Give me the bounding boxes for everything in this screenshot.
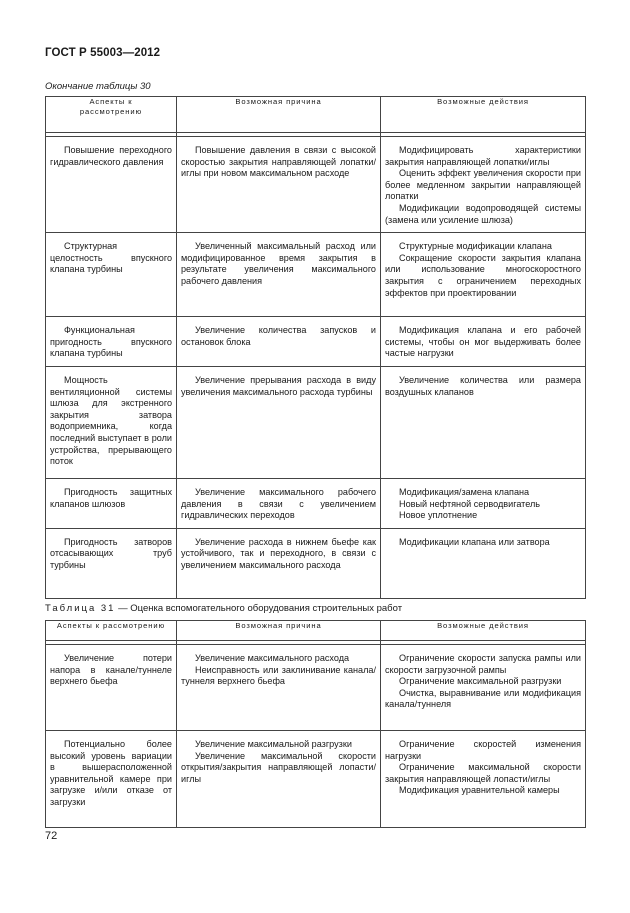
cell-cause xyxy=(177,645,381,731)
table-31 xyxy=(45,620,586,828)
action-text: Структурные модификации клапана xyxy=(399,241,552,252)
action-text: Ограничение максимальной скорости закрытия направляющей лопасти/иглы xyxy=(385,762,581,784)
cell-cause xyxy=(177,528,381,598)
action-text: Модификации клапана или затвора xyxy=(399,536,550,547)
action-text: Оценить эффект увеличения скорости при более медленном закрытии направляющей лопатки xyxy=(385,168,581,202)
action-text: Модификация/замена клапана xyxy=(399,486,530,497)
page-number: 72 xyxy=(45,830,58,842)
table-30 xyxy=(45,96,586,599)
table-row xyxy=(46,478,586,528)
cell-action xyxy=(381,366,586,478)
action-text: Ограничение скоростей изменения нагрузки xyxy=(385,739,581,761)
aspect-text: Потенциально более высокий уровень вариации в вышерасположенной уравнительной камере при загрузке и/или отказе от загрузки xyxy=(50,739,172,807)
column-header-cause: Возможная причина xyxy=(177,621,381,641)
cell-action xyxy=(381,137,586,233)
action-text: Ограничение максимальной разгрузки xyxy=(399,676,562,687)
document-header: ГОСТ Р 55003—2012 xyxy=(45,47,161,59)
table-31-label: Таблица 31 xyxy=(45,603,116,614)
table-31-caption xyxy=(45,603,402,614)
cell-cause xyxy=(177,731,381,828)
action-text: Модификация клапана и его рабочей системы, чтобы он мог выдерживать более частые нагрузки xyxy=(385,325,581,359)
action-text: Модификация уравнительной камеры xyxy=(399,785,560,796)
aspect-text: Структурная целостность впускного клапана турбины xyxy=(50,241,172,275)
cause-text: Увеличенный максимальный расход или модифицированное время закрытия в результате увеличения максимального рабочего давления xyxy=(181,241,376,286)
cell-action xyxy=(381,233,586,317)
table-31-title: — Оценка вспомогательного оборудования строительных работ xyxy=(115,603,403,614)
cell-aspect xyxy=(46,645,177,731)
table-row xyxy=(46,317,586,367)
cell-aspect xyxy=(46,478,177,528)
cell-action xyxy=(381,528,586,598)
cell-action xyxy=(381,645,586,731)
cell-action xyxy=(381,478,586,528)
table-row xyxy=(46,731,586,828)
column-header-aspects: Аспекты к рассмотрению xyxy=(46,97,177,133)
action-text: Сокращение скорости закрытия клапана или использование многоскоростного закрытия с ограничением переходных эффектов при проектировании xyxy=(385,252,581,298)
cause-text: Увеличение максимального расхода xyxy=(195,653,350,663)
cell-aspect xyxy=(46,137,177,233)
cell-action xyxy=(381,731,586,828)
cause-text: Увеличение максимальной разгрузки xyxy=(195,739,352,749)
table-row xyxy=(46,233,586,317)
aspect-text: Пригодность затворов отсасывающих труб турбины xyxy=(50,536,172,570)
action-text: Новый нефтяной серводвигатель xyxy=(399,498,541,509)
column-header-cause: Возможная причина xyxy=(177,97,381,133)
cell-aspect xyxy=(46,731,177,828)
cell-cause xyxy=(177,137,381,233)
aspect-text: Мощность вентиляционной системы шлюза для экстренного закрытия затвора водоприемника, когда последний выступает в роли устройства, прерывающего поток xyxy=(50,374,172,467)
column-header-aspects: Аспекты к рассмотрению xyxy=(46,621,177,641)
cell-aspect xyxy=(46,317,177,367)
cause-text: Неисправность или заклинивание канала/туннеля верхнего бьефа xyxy=(181,664,376,687)
table-row xyxy=(46,645,586,731)
cause-text: Увеличение прерывания расхода в виду увеличения максимального расхода турбины xyxy=(181,374,376,397)
action-text: Ограничение скорости запуска рампы или скорости загрузочной рампы xyxy=(385,653,581,675)
cause-text: Увеличение максимального рабочего давления в связи с увеличением гидравлических переходов xyxy=(181,486,376,521)
action-text: Очистка, выравнивание или модификация канала/туннеля xyxy=(385,687,581,710)
cell-aspect xyxy=(46,233,177,317)
cell-cause xyxy=(177,366,381,478)
table-row xyxy=(46,366,586,478)
action-text: Новое уплотнение xyxy=(399,510,478,521)
action-text: Модифицировать характеристики закрытия направляющей лопатки/иглы xyxy=(385,145,581,167)
cause-text: Увеличение максимальной скорости открытия/закрытия направляющей лопасти/иглы xyxy=(181,750,376,784)
cell-cause xyxy=(177,317,381,367)
action-text: Модификации водопроводящей системы (замена или усиление шлюза) xyxy=(385,202,581,225)
column-header-actions: Возможные действия xyxy=(381,621,586,641)
table-row xyxy=(46,137,586,233)
action-text: Увеличение количества или размера воздушных клапанов xyxy=(385,374,581,397)
aspect-text: Увеличение потери напора в канале/туннеле верхнего бьефа xyxy=(50,653,172,687)
cause-text: Увеличение расхода в нижнем бьефе как устойчивого, так и переходного, в связи с увеличением максимального расхода xyxy=(181,536,376,570)
column-header-actions: Возможные действия xyxy=(381,97,586,133)
table-30-caption: Окончание таблицы 30 xyxy=(45,81,151,92)
cause-text: Повышение давления в связи с высокой скоростью закрытия направляющей лопатки/иглы при новом максимальном расходе xyxy=(181,145,376,179)
cell-aspect xyxy=(46,528,177,598)
cause-text: Увеличение количества запусков и остановок блока xyxy=(181,325,376,347)
table-row xyxy=(46,528,586,598)
cell-cause xyxy=(177,233,381,317)
cell-action xyxy=(381,317,586,367)
cell-cause xyxy=(177,478,381,528)
cell-aspect xyxy=(46,366,177,478)
aspect-text: Повышение переходного гидравлического давления xyxy=(50,145,172,167)
aspect-text: Функциональная пригодность впускного клапана турбины xyxy=(50,325,172,359)
aspect-text: Пригодность защитных клапанов шлюзов xyxy=(50,486,172,509)
